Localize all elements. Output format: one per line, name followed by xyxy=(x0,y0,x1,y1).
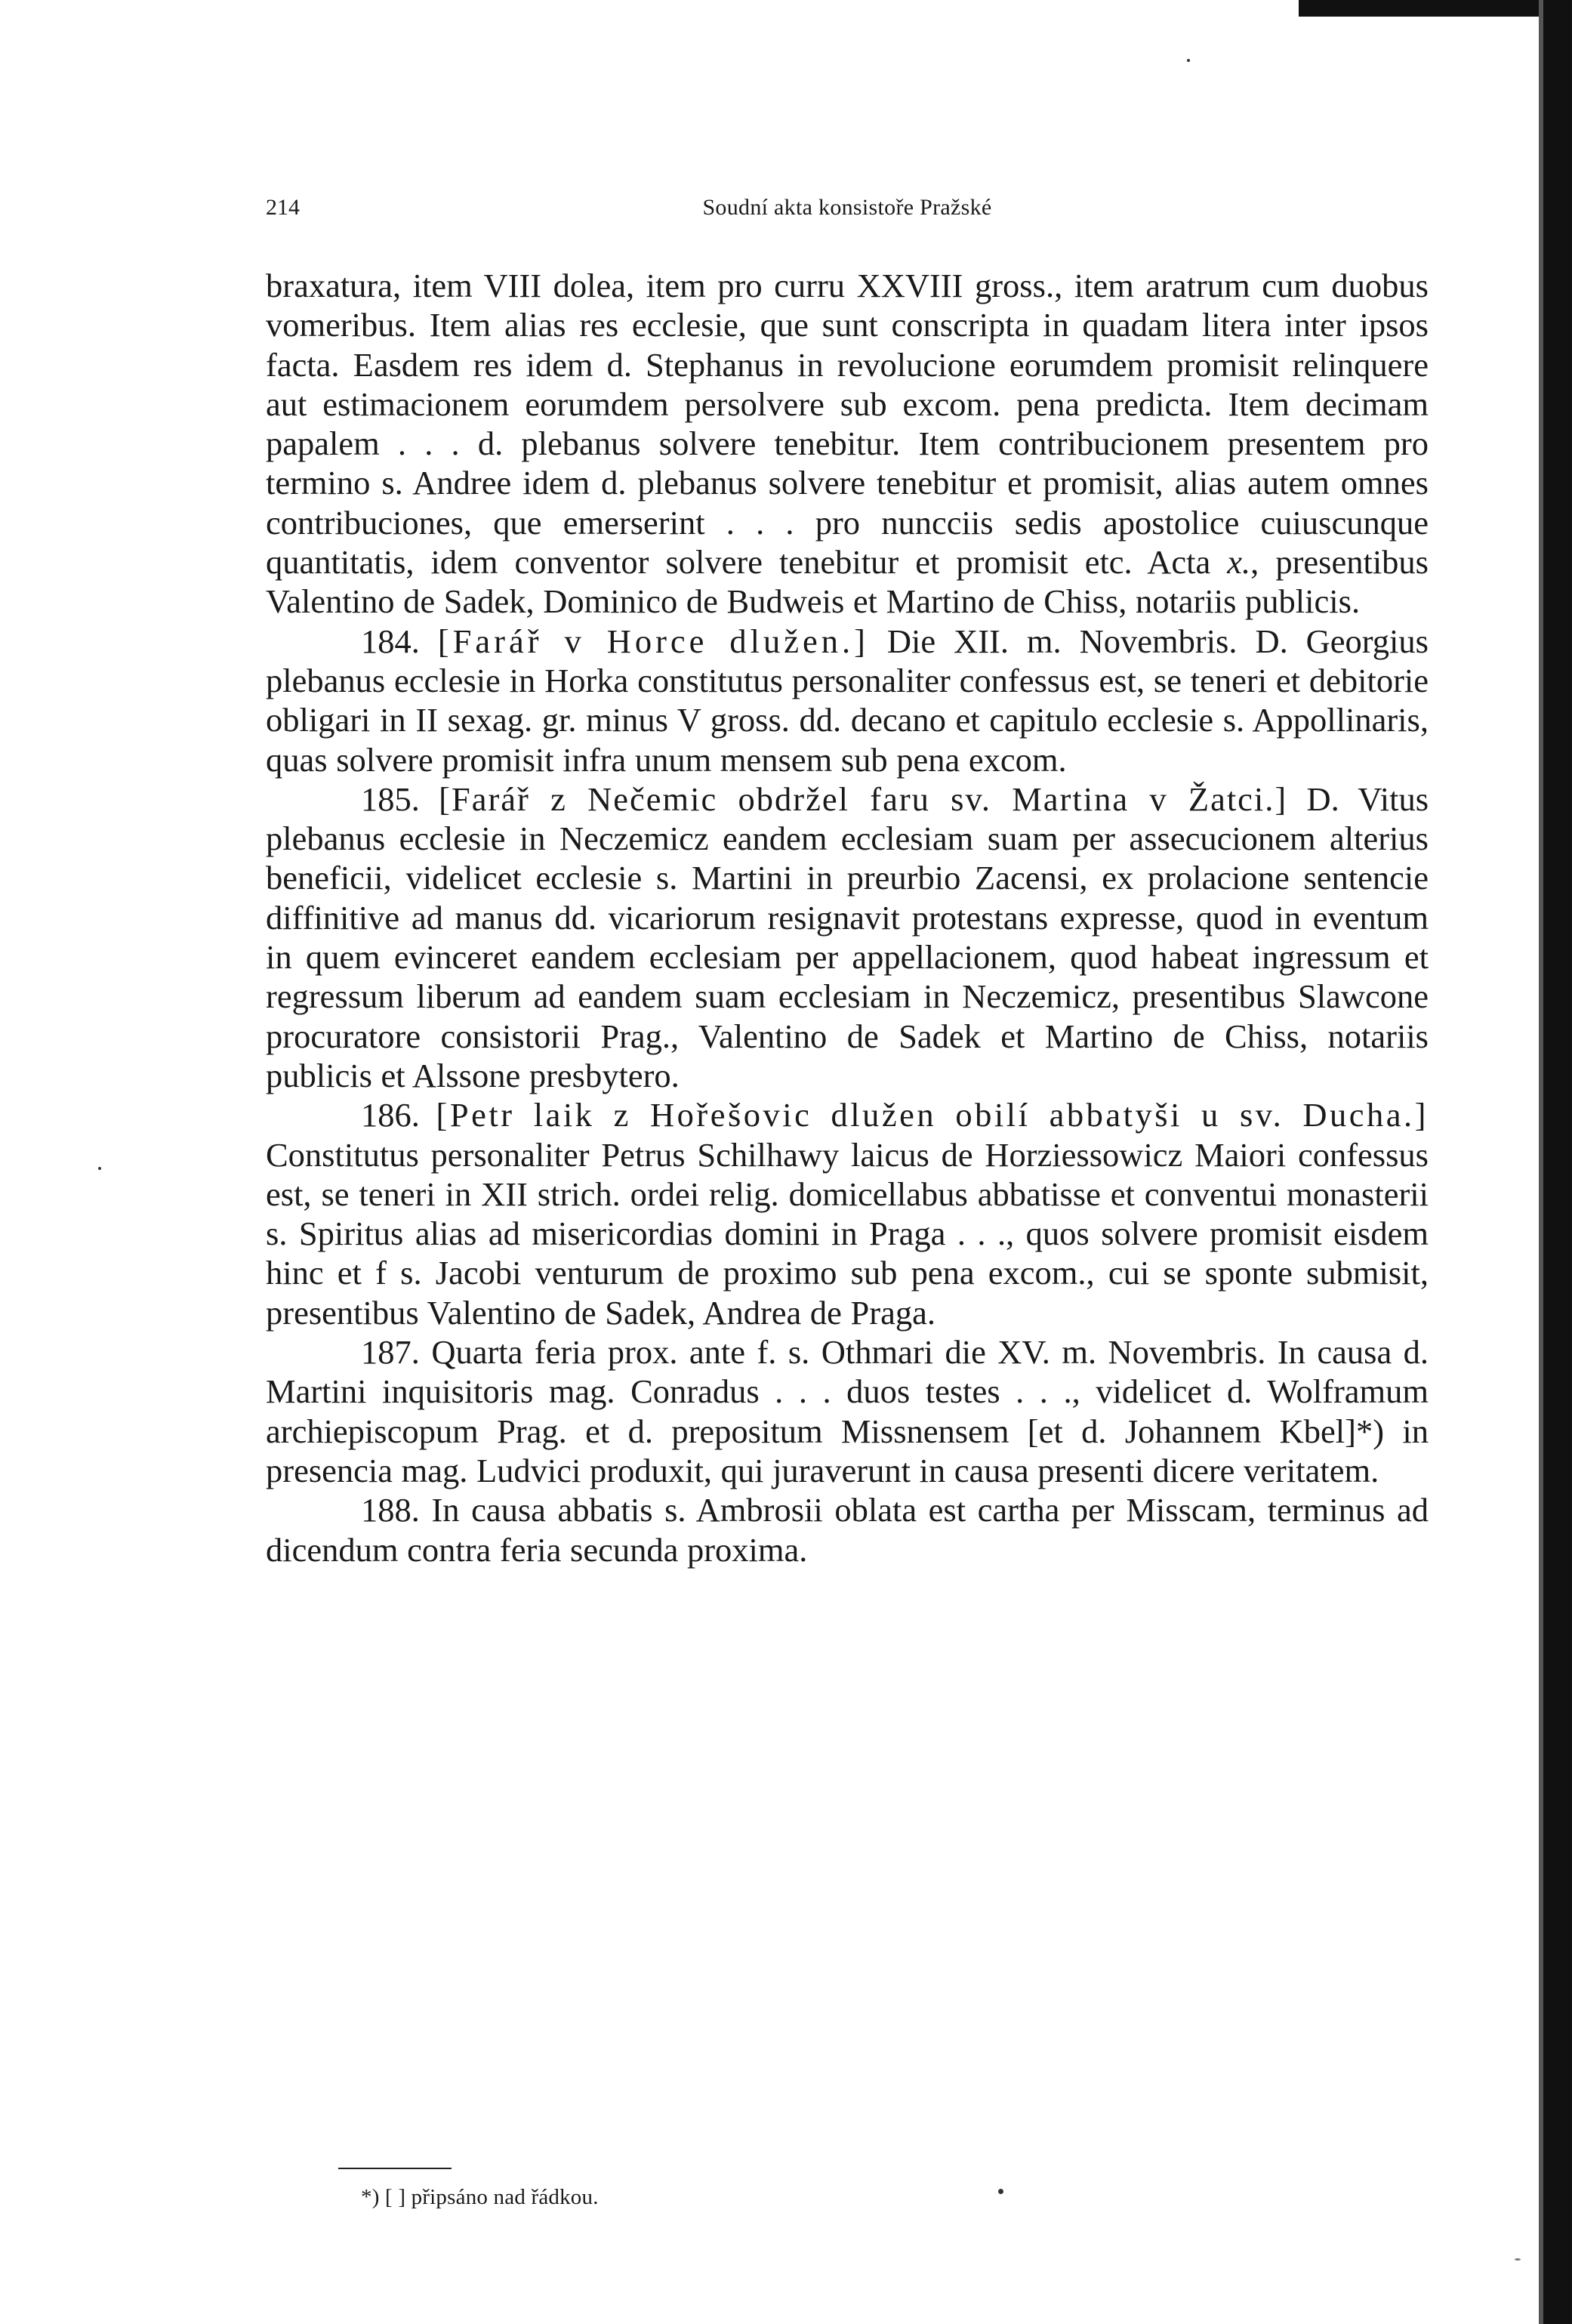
entry-number: 188. xyxy=(361,1491,420,1529)
entry-heading: [Farář z Nečemic obdržel faru sv. Martina v Žatci.] xyxy=(439,779,1288,818)
scan-speck xyxy=(98,1167,101,1170)
entry-187 xyxy=(266,1332,1429,1490)
entry-text: Die XII. m. Novembris. D. Georgius plebanus ecclesie in Horka constitutus personaliter confessus est, se teneri et debitorie obligari in II sexag. gr. minus V gross. dd. decano et capitulo ecclesie s. Appollinaris, quas solvere promisit infra unum mensem sub pena excom. xyxy=(266,622,1429,779)
entry-heading: [Farář v Horce dlužen.] xyxy=(437,622,869,660)
running-title: Soudní akta konsistoře Pražské xyxy=(702,195,992,220)
entry-number: 186. xyxy=(361,1096,420,1134)
entry-185 xyxy=(266,779,1429,1095)
entry-text: D. Vitus plebanus ecclesie in Neczemicz eandem ecclesiam suam per assecucionem alterius beneficii, videlicet ecclesie s. Martini in preurbio Zacensi, ex prolacione sentencie diffinitive ad manus dd. vicariorum resignavit protestans expresse, quod in eventum in quem evinceret eandem ecclesiam per appellacionem, quod habeat ingressum et regressum liberum ad eandem suam ecclesiam in Neczemicz, presentibus Slawcone procuratore consistorii Prag., Valentino de Sadek et Martino de Chiss, notariis publicis et Alssone presbytero. xyxy=(266,779,1429,1094)
page xyxy=(266,174,1429,1569)
page-number: 214 xyxy=(266,195,300,220)
footnote-rule xyxy=(338,2168,452,2169)
scan-border-right xyxy=(1543,0,1572,2324)
entry-number: 184. xyxy=(361,622,420,660)
entry-text: Quarta feria prox. ante f. s. Othmari die XV. m. Novembris. In causa d. Martini inquisitoris mag. Conradus . . . duos testes . . ., videlicet d. Wolframum archiepiscopum Prag. et d. prepositum Missnensem [et d. Johannem Kbel]*) in presencia mag. Ludvici produxit, qui juraverunt in causa presenti dicere veritatem. xyxy=(266,1333,1429,1489)
paragraph-text-end: , presentibus Valentino de Sadek, Dominico de Budweis et Martino de Chiss, notariis publicis. xyxy=(266,543,1429,621)
paragraph-text: braxatura, item VIII dolea, item pro curru XXVIII gross., item aratrum cum duobus vomeribus. Item alias res ecclesie, que sunt conscripta in quadam litera inter ipsos facta. Easdem res idem d. Stephanus in revolucione eorumdem promisit relinquere aut estimacionem eorumdem persolvere sub excom. pena predicta. Item decimam papalem . . . d. plebanus solvere tenebitur. Item contribucionem presentem pro termino s. Andree idem d. plebanus solvere tenebitur et promisit, alias autem omnes contribuciones, que emerserint . . . pro nuncciis sedis apostolice cuiuscunque quantitatis, idem conventor solvere tenebitur et promisit etc. Acta xyxy=(266,267,1429,582)
entry-184 xyxy=(266,622,1429,779)
scan-speck xyxy=(1515,2258,1521,2261)
entry-text: Constitutus personaliter Petrus Schilhawy laicus de Horziessowicz Maiori confessus est, se teneri in XII strich. ordei relig. domicellabus abbatisse et conventui monasterii s. Spiritus alias ad misericordias domini in Praga . . ., quos solvere promisit eisdem hinc et f s. Jacobi venturum de proximo sub pena excom., cui se sponte submisit, presentibus Valentino de Sadek, Andrea de Praga. xyxy=(266,1135,1429,1332)
entry-text: In causa abbatis s. Ambrosii oblata est cartha per Misscam, terminus ad dicendum contra feria secunda proxima. xyxy=(266,1491,1429,1569)
italic-mark: x. xyxy=(1227,543,1251,582)
entry-heading: [Petr laik z Hořešovic dlužen obilí abbatyši u sv. Ducha.] xyxy=(436,1096,1429,1134)
scan-speck xyxy=(1187,59,1190,62)
entry-number: 185. xyxy=(361,779,420,818)
entry-188 xyxy=(266,1490,1429,1569)
running-head xyxy=(266,174,1429,219)
paragraph-continuation xyxy=(266,266,1429,622)
footnote: *) [ ] připsáno nad řádkou. xyxy=(361,2185,599,2209)
entry-186 xyxy=(266,1095,1429,1332)
scan-border-top xyxy=(1299,0,1572,17)
scan-speck xyxy=(998,2189,1003,2194)
entry-number: 187. xyxy=(361,1333,420,1372)
body-text xyxy=(266,266,1429,1569)
